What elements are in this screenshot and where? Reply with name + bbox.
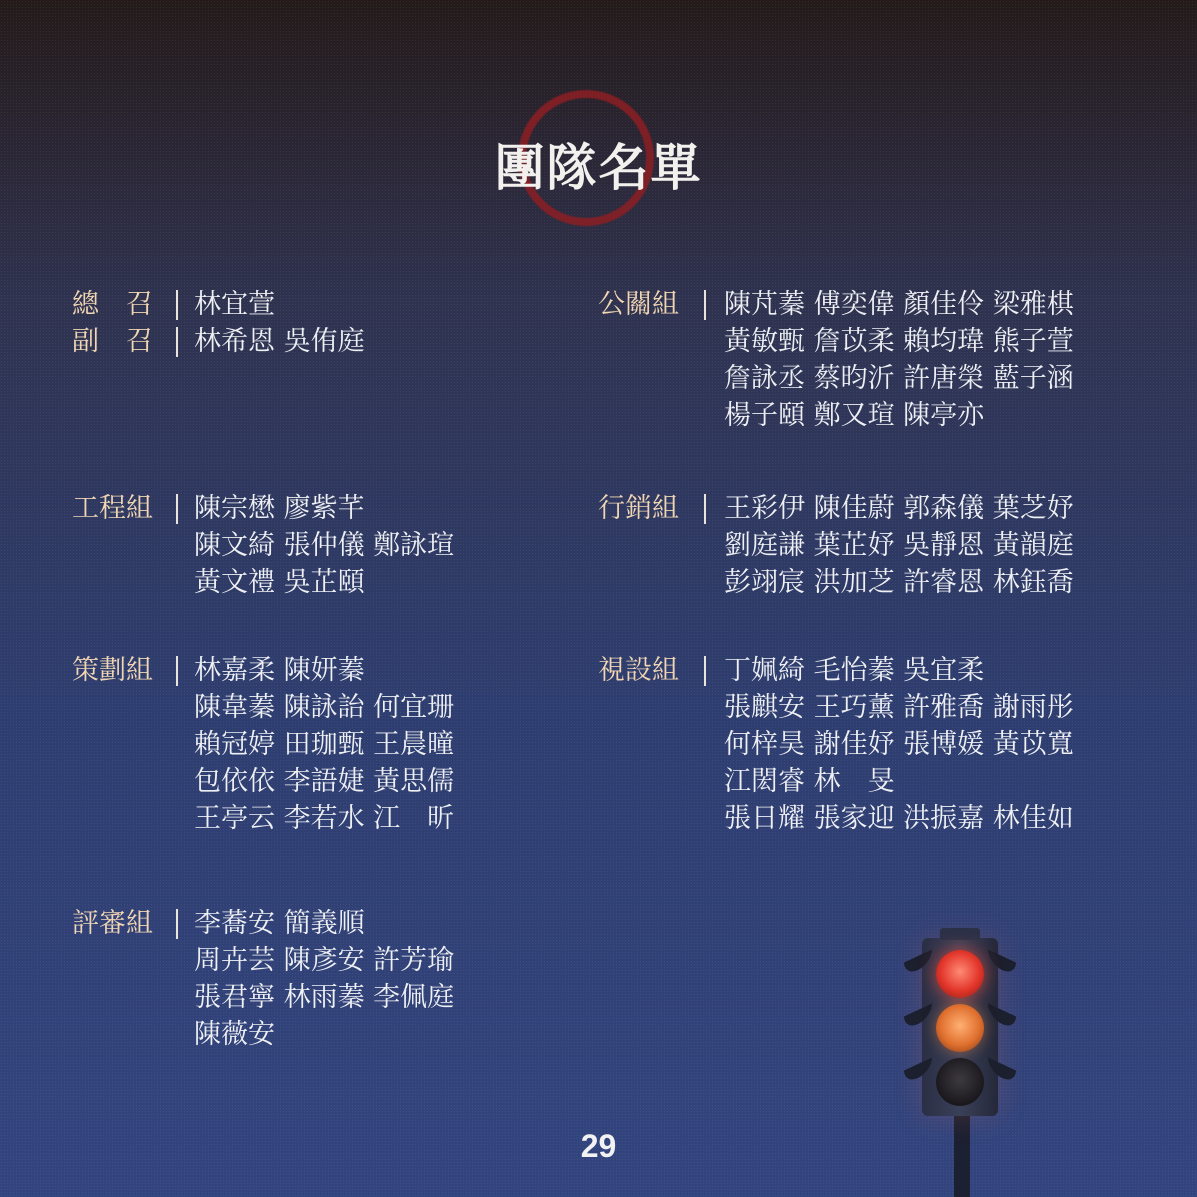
divider: [176, 327, 178, 357]
group-label: 評審組: [72, 908, 153, 939]
name-line: 王彩伊 陳佳蔚 郭森儀 葉芝妤: [724, 493, 1074, 524]
divider: [176, 494, 178, 524]
page-number: 29: [580, 1128, 617, 1164]
name-line: 黃文禮 吳芷頤: [194, 567, 365, 598]
name-line: 楊子頤 鄭又瑄 陳亭亦: [724, 400, 985, 431]
name-line: 賴冠婷 田珈甄 王晨曈: [194, 729, 455, 760]
visor: [988, 949, 1016, 976]
name-list: [194, 490, 454, 601]
name-line: 包依依 李語婕 黃思儒: [194, 766, 455, 797]
group-label: 策劃組: [72, 655, 153, 686]
divider: [176, 290, 178, 320]
group-label: 視設組: [598, 655, 679, 686]
name-list: [194, 323, 365, 360]
name-line: 林嘉柔 陳妍蓁: [194, 655, 365, 686]
visor: [988, 1057, 1016, 1084]
name-line: 陳芃蓁 傅奕偉 顏佳伶 梁雅棋: [724, 289, 1074, 320]
traffic-light-cap: [940, 928, 980, 940]
name-line: 王亭云 李若水 江 昕: [194, 803, 455, 834]
name-line: 張麒安 王巧薰 許雅喬 謝雨彤: [724, 692, 1074, 723]
name-line: 詹詠丞 蔡昀沂 許唐榮 藍子涵: [724, 363, 1074, 394]
page-title: 團隊名單: [494, 138, 703, 197]
name-list: [194, 286, 275, 323]
name-line: 張日耀 張家迎 洪振嘉 林佳如: [724, 803, 1074, 834]
divider: [704, 656, 706, 686]
name-line: 劉庭謙 葉芷妤 吳靜恩 黃韻庭: [724, 530, 1074, 561]
name-line: 黃敏甄 詹苡柔 賴均瑋 熊子萱: [724, 326, 1074, 357]
name-line: 彭翊宸 洪加芝 許睿恩 林鈺喬: [724, 567, 1074, 598]
name-line: 張君寧 林雨蓁 李佩庭: [194, 982, 455, 1013]
name-list: [724, 652, 1074, 837]
divider: [176, 656, 178, 686]
divider: [704, 290, 706, 320]
group-label: 行銷組: [598, 493, 679, 524]
name-line: 陳宗懋 廖紫芊: [194, 493, 365, 524]
name-line: 林希恩 吳侑庭: [194, 326, 365, 357]
divider: [704, 494, 706, 524]
name-line: 李蕎安 簡義順: [194, 908, 365, 939]
divider: [176, 909, 178, 939]
name-list: [724, 490, 1074, 601]
name-line: 林宜萱: [194, 289, 275, 320]
group-label: 公關組: [598, 289, 679, 320]
group-label: 總 召: [72, 289, 153, 320]
amber-lamp: [936, 1004, 984, 1052]
name-list: [724, 286, 1074, 434]
name-line: 陳韋蓁 陳詠詒 何宜珊: [194, 692, 455, 723]
visor: [904, 1003, 932, 1030]
group-label: 副 召: [72, 326, 153, 357]
visor: [904, 949, 932, 976]
red-lamp: [936, 950, 984, 998]
name-line: 何梓昊 謝佳妤 張博媛 黃苡寬: [724, 729, 1074, 760]
visor: [988, 1003, 1016, 1030]
name-list: [194, 652, 454, 837]
group-label: 工程組: [72, 493, 153, 524]
name-line: 江閎睿 林 旻: [724, 766, 895, 797]
off-lamp: [936, 1058, 984, 1106]
traffic-light-icon: [922, 938, 998, 1116]
visor: [904, 1057, 932, 1084]
name-line: 陳薇安: [194, 1019, 275, 1050]
name-line: 周卉芸 陳彥安 許芳瑜: [194, 945, 455, 976]
name-list: [194, 905, 454, 1053]
name-line: 陳文綺 張仲儀 鄭詠瑄: [194, 530, 455, 561]
name-line: 丁姵綺 毛怡蓁 吳宜柔: [724, 655, 985, 686]
